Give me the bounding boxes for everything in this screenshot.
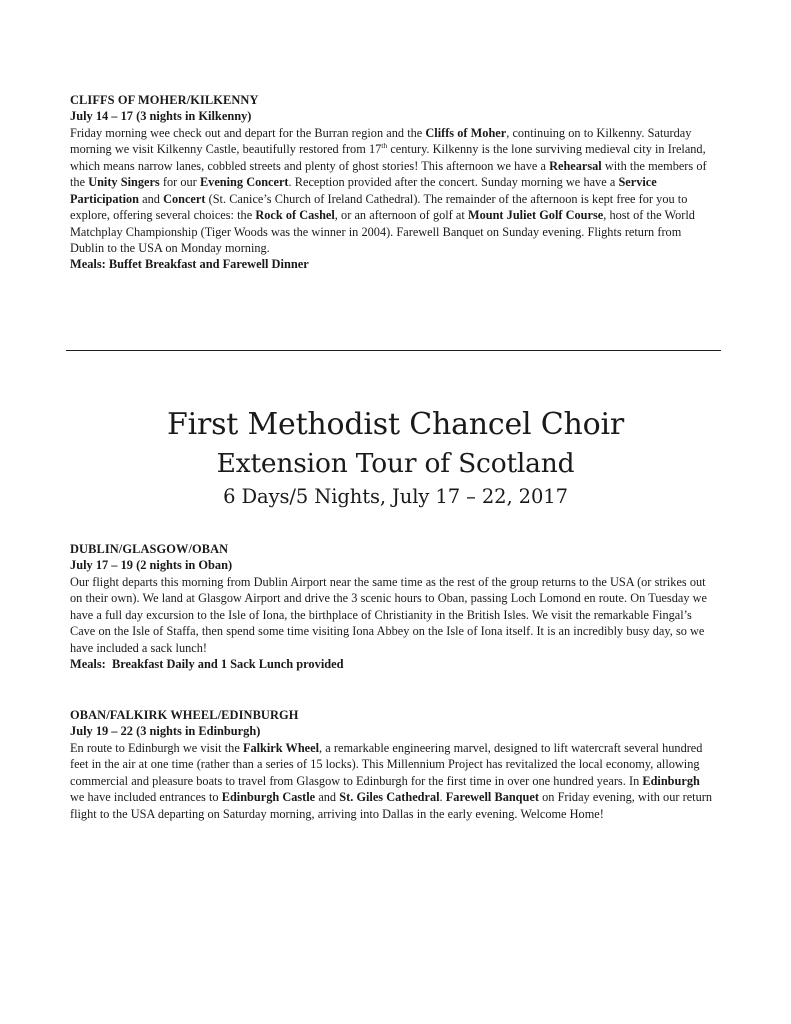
emphasis-falkirk-wheel: Falkirk Wheel [242,740,320,755]
section-dates-kilkenny: July 14 – 17 (3 nights in Kilkenny) [70,109,252,124]
meals-line-kilkenny: Meals: Buffet Breakfast and Farewell Dinner [70,257,309,272]
body-run: , a remarkable engineering marvel, designed to lift watercraft several hundred feet in the air at one time (rather than a series of 15 locks). This Millennium Project has revitalized the local economy, allowing commercial and pleasure boats to travel from Glasgow to Edinburgh for the first time in over one hundred years. In [70,740,703,788]
body-run: with the members of the [70,158,707,190]
body-run: En route to Edinburgh we visit the [70,740,243,755]
section-heading-edinburgh: OBAN/FALKIRK WHEEL/EDINBURGH [70,708,299,722]
emphasis-rock-of-cashel: Rock of Cashel [255,208,335,223]
body-run: on Friday evening, with our return flight to the USA departing on Saturday morning, arriving into Dallas in the early evening. Welcome Home! [70,790,712,821]
section-dates-edinburgh: July 19 – 22 (3 nights in Edinburgh) [70,724,261,739]
section-body-oban: Our flight departs this morning from Dublin Airport near the same time as the rest of the group returns to the USA (or strikes out on their own). We land at Glasgow Airport and drive the 3 scenic hours to Oban, passing Loch Lomond en route. On Tuesday we have a full day excursion to the Isle of Iona, the birthplace of Christianity in the British Isles. We visit the remarkable Fingal’s Cave on the Isle of Staffa, then spend some time visiting Iona Abbey on the Isle of Iona itself. It is an incredibly busy day, so we have included a sack lunch! [70,574,707,655]
emphasis-cliffs-of-moher: Cliffs of Moher [425,125,507,140]
section-kilkenny [70,92,716,273]
emphasis-rehearsal: Rehearsal [549,158,602,173]
body-run: century. Kilkenny is the lone surviving medieval city in Ireland, which means narrow lanes, cobbled streets and plenty of ghost stories! This afternoon we have a [70,142,706,173]
body-run: , or an afternoon of golf at [334,208,468,223]
emphasis-unity-singers: Unity Singers [88,175,160,190]
tour-title-main: First Methodist Chancel Choir [166,407,625,442]
emphasis-concert: Concert [163,191,206,206]
section-heading-oban: DUBLIN/GLASGOW/OBAN [70,542,229,556]
section-oban [70,541,716,673]
section-dates-oban: July 17 – 19 (2 nights in Oban) [70,558,233,573]
body-run: . Reception provided after the concert. Sunday morning we have a [288,175,619,190]
body-run: . [439,790,446,805]
ordinal-suffix: th [381,141,388,151]
divider-rule [66,350,721,351]
body-run: and [315,790,340,805]
emphasis-service-participation: Service Participation [70,175,657,206]
section-body-edinburgh [70,740,716,822]
body-run: and [139,191,164,206]
section-heading-kilkenny: CLIFFS OF MOHER/KILKENNY [70,93,259,107]
body-run: for our [159,175,200,190]
body-run: we have included entrances to [70,790,222,805]
emphasis-edinburgh-castle: Edinburgh Castle [221,790,316,805]
body-run: , host of the World Matchplay Championship (Tiger Woods was the winner in 2004). Farewell Banquet on Sunday evening. Flights return from Dublin to the USA on Monday morning. [70,208,695,255]
section-edinburgh [70,707,716,822]
emphasis-edinburgh: Edinburgh [642,773,700,788]
tour-title-subtitle: Extension Tour of Scotland [216,448,575,479]
emphasis-evening-concert: Evening Concert [199,175,289,190]
tour-title-dates: 6 Days/5 Nights, July 17 – 22, 2017 [223,485,568,508]
meals-line-oban: Meals: Breakfast Daily and 1 Sack Lunch provided [70,657,344,672]
section-body-kilkenny [70,125,716,257]
body-run: Friday morning wee check out and depart for the Burran region and the [70,125,426,140]
body-run: , continuing on to Kilkenny. Saturday morning we visit Kilkenny Castle, beautifully restored from 17 [70,125,692,157]
body-run: (St. Canice’s Church of Ireland Cathedral). The remainder of the afternoon is kept free for you to explore, offering several choices: the [70,191,688,223]
emphasis-mount-juliet: Mount Juliet Golf Course [467,208,604,223]
emphasis-st-giles-cathedral: St. Giles Cathedral [339,790,440,805]
emphasis-farewell-banquet: Farewell Banquet [445,790,539,805]
section-divider [66,350,721,352]
tour-title-block [0,404,791,512]
